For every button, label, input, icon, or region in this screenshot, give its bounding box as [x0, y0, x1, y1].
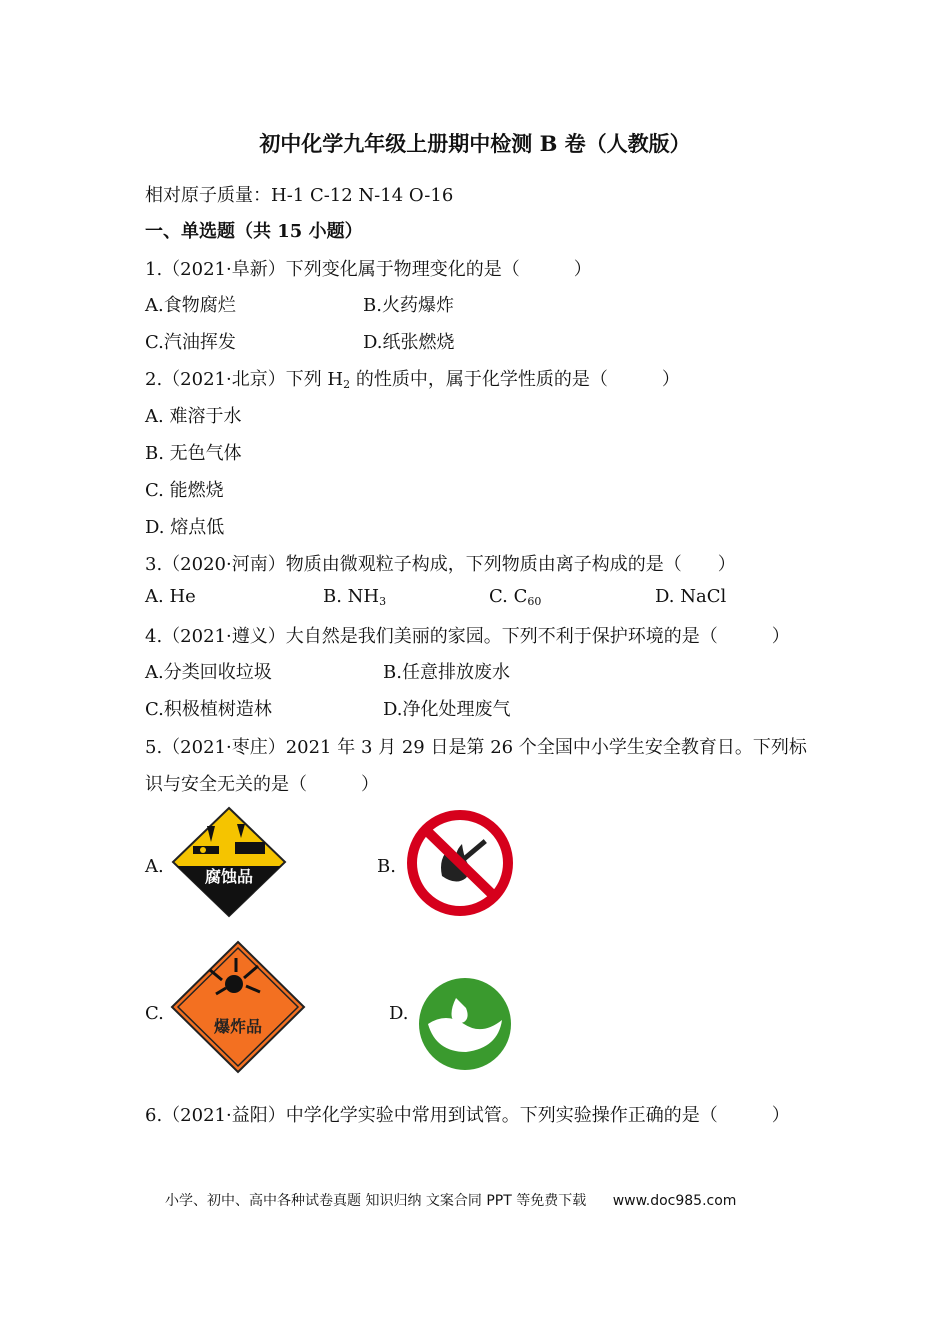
question-5-option-a: A.: [145, 856, 164, 877]
question-1-option-d: D.纸张燃烧: [363, 332, 455, 353]
question-2-option-a: A. 难溶于水: [145, 406, 242, 427]
corrosive-sign-icon: [171, 806, 287, 918]
question-3-option-b: B. $NH_3$: [323, 586, 387, 608]
corrosive-sign-label: 腐蚀品: [204, 867, 254, 886]
explosive-sign-icon: [170, 940, 306, 1074]
question-2-option-d: D. 熔点低: [145, 517, 225, 538]
question-5-stem-line1: 5.（2021·枣庄）2021 年 3 月 29 日是第 26 个全国中小学生安全教育日。下列标: [145, 737, 807, 758]
question-3-option-d: D. NaCl: [655, 586, 727, 607]
question-2-option-c: C. 能燃烧: [145, 480, 224, 501]
section-heading: 一、单选题（共 15 小题）: [145, 221, 363, 242]
question-2-option-b: B. 无色气体: [145, 443, 242, 464]
question-6-stem: 6.（2021·益阳）中学化学实验中常用到试管。下列实验操作正确的是（ ）: [145, 1105, 790, 1126]
question-1-option-a: A.食物腐烂: [145, 295, 236, 316]
question-2-stem: 2.（2021·北京）下列 $H_2$ 的性质中，属于化学性质的是（ ）: [145, 369, 680, 391]
question-1-stem: 1.（2021·阜新）下列变化属于物理变化的是（ ）: [145, 259, 592, 280]
question-3-option-a: A. He: [145, 586, 196, 607]
question-5-option-d: D.: [389, 1003, 409, 1024]
explosive-sign-label: 爆炸品: [213, 1017, 263, 1036]
footer-text: 小学、初中、高中各种试卷真题 知识归纳 文案合同 PPT 等免费下载: [165, 1193, 587, 1209]
question-5-stem-line2: 识与安全无关的是（ ）: [145, 774, 379, 795]
no-fire-sign-icon: [404, 808, 516, 918]
question-5-option-c: C.: [145, 1003, 164, 1024]
question-4-option-d: D.净化处理废气: [383, 699, 511, 720]
question-1-option-b: B.火药爆炸: [363, 295, 454, 316]
question-1-option-c: C.汽油挥发: [145, 332, 236, 353]
question-4-option-c: C.积极植树造林: [145, 699, 272, 720]
question-4-stem: 4.（2021·遵义）大自然是我们美丽的家园。下列不利于保护环境的是（ ）: [145, 626, 790, 647]
question-3-option-c: C. $C_{60}$: [489, 586, 542, 608]
question-3-stem: 3.（2020·河南）物质由微观粒子构成，下列物质由离子构成的是（ ）: [145, 554, 736, 575]
question-4-option-b: B.任意排放废水: [383, 662, 510, 683]
question-4-option-a: A.分类回收垃圾: [145, 662, 272, 683]
footer: [165, 1190, 736, 1210]
atomic-mass-note: 相对原子质量：H-1 C-12 N-14 O-16: [145, 185, 454, 206]
footer-link[interactable]: www.doc985.com: [612, 1193, 737, 1209]
water-saving-sign-icon: [416, 976, 514, 1072]
question-5-option-b: B.: [377, 856, 396, 877]
page-title: 初中化学九年级上册期中检测 B 卷（人教版）: [259, 131, 691, 156]
